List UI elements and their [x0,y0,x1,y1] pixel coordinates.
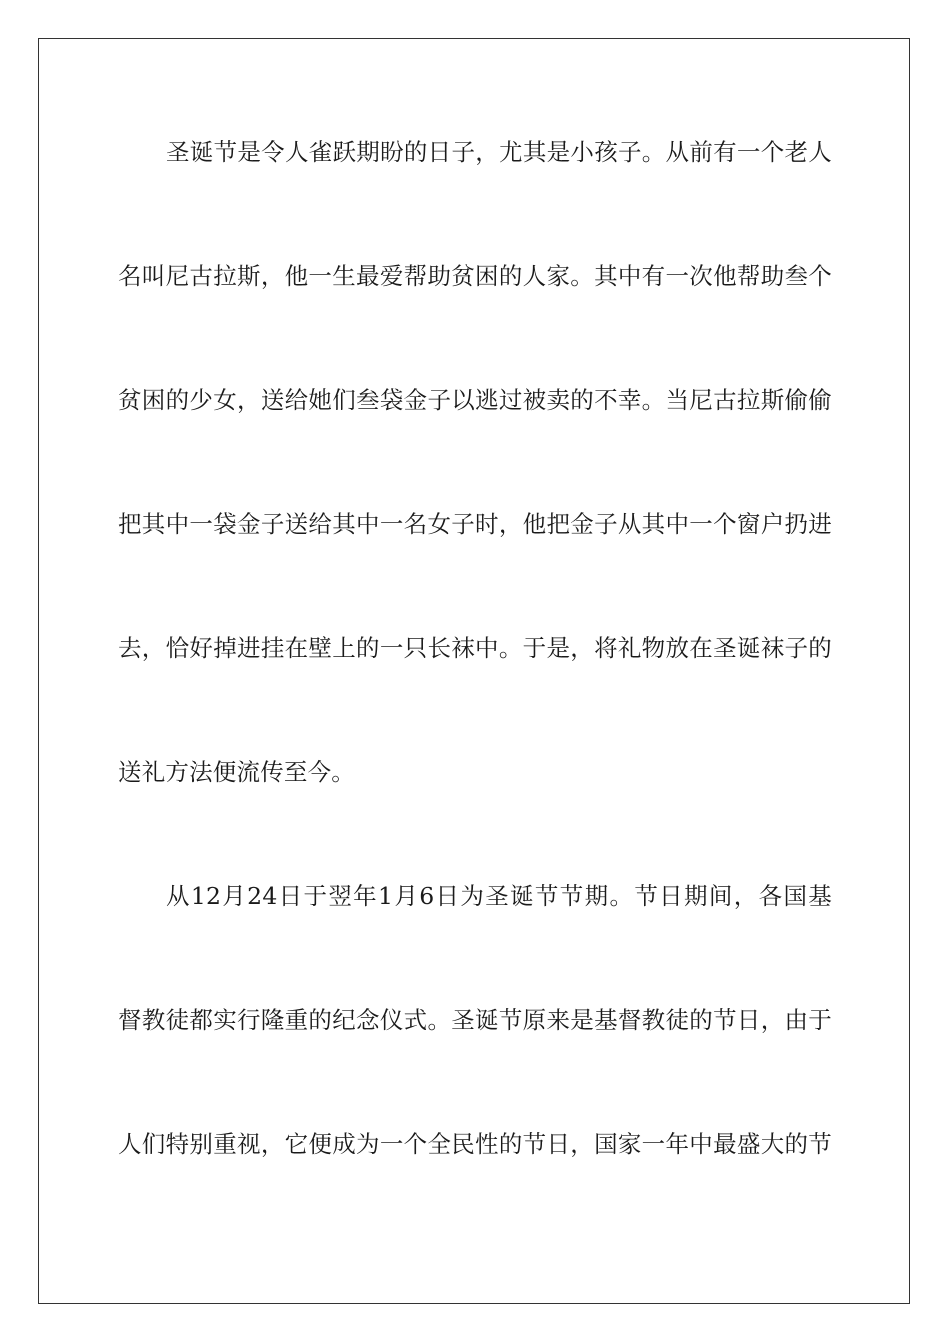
paragraph-1-line-5: 去，恰好掉进挂在壁上的一只长袜中。于是，将礼物放在圣诞袜子的 [118,634,832,662]
paragraph-2-line-1: 从12月24日于翌年1月6日为圣诞节节期。节日期间，各国基 [166,882,832,910]
paragraph-1-line-4: 把其中一袋金子送给其中一名女子时，他把金子从其中一个窗户扔进 [118,510,832,538]
paragraph-1-line-3: 贫困的少女，送给她们叁袋金子以逃过被卖的不幸。当尼古拉斯偷偷 [118,386,832,414]
page-border [38,38,910,1304]
paragraph-2-line-2: 督教徒都实行隆重的纪念仪式。圣诞节原来是基督教徒的节日，由于 [118,1006,832,1034]
paragraph-1-line-1: 圣诞节是令人雀跃期盼的日子，尤其是小孩子。从前有一个老人 [166,138,832,166]
paragraph-2-line-3: 人们特别重视，它便成为一个全民性的节日，国家一年中最盛大的节 [118,1130,832,1158]
paragraph-1-line-6: 送礼方法便流传至今。 [118,758,355,786]
paragraph-1-line-2: 名叫尼古拉斯，他一生最爱帮助贫困的人家。其中有一次他帮助叁个 [118,262,832,290]
